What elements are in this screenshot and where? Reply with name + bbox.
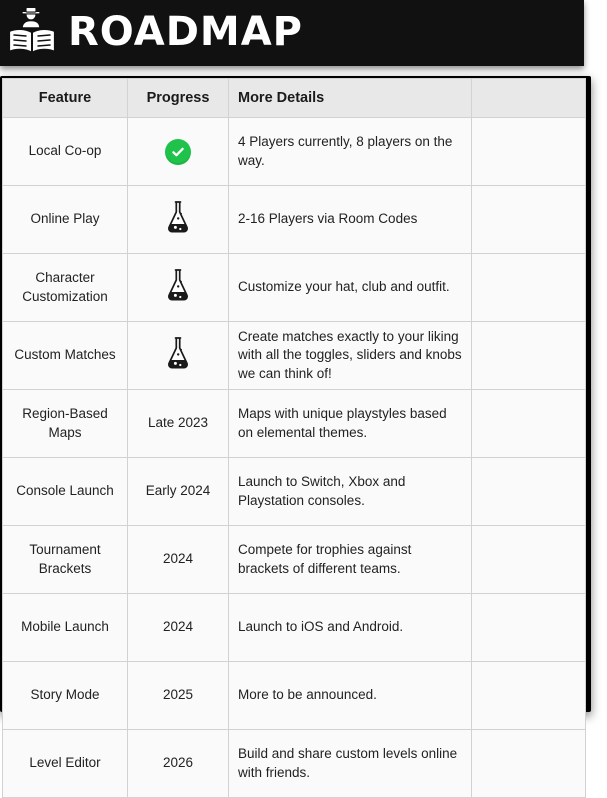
- table-row: [3, 254, 586, 322]
- cell-details: 4 Players currently, 8 players on the way.: [229, 118, 472, 186]
- cell-extra: [472, 458, 586, 526]
- cell-feature: Story Mode: [3, 662, 128, 730]
- table-row: [3, 118, 586, 186]
- table-row: [3, 594, 586, 662]
- column-header-extra: [472, 79, 586, 118]
- cell-details: Build and share custom levels online with friends.: [229, 730, 472, 798]
- cell-feature: Tournament Brackets: [3, 526, 128, 594]
- cell-progress: Late 2023: [128, 390, 229, 458]
- cell-details: Create matches exactly to your liking with all the toggles, sliders and knobs we can think of!: [229, 322, 472, 390]
- cell-feature: Region-Based Maps: [3, 390, 128, 458]
- cell-progress: [128, 254, 229, 322]
- page-title: ROADMAP: [68, 8, 303, 55]
- cell-details: Launch to iOS and Android.: [229, 594, 472, 662]
- table-row: [3, 662, 586, 730]
- roadmap-table: [2, 78, 586, 798]
- table-header-row: [3, 79, 586, 118]
- cell-extra: [472, 186, 586, 254]
- cell-progress: [128, 186, 229, 254]
- cell-details: More to be announced.: [229, 662, 472, 730]
- cell-extra: [472, 390, 586, 458]
- table-row: [3, 186, 586, 254]
- roadmap-book-icon: [6, 6, 60, 60]
- cell-feature: Mobile Launch: [3, 594, 128, 662]
- cell-feature: Character Customization: [3, 254, 128, 322]
- cell-feature: Custom Matches: [3, 322, 128, 390]
- roadmap-table-container: [2, 78, 585, 780]
- cell-progress: 2026: [128, 730, 229, 798]
- cell-details: Maps with unique playstyles based on elemental themes.: [229, 390, 472, 458]
- cell-details: 2-16 Players via Room Codes: [229, 186, 472, 254]
- table-row: [3, 526, 586, 594]
- cell-extra: [472, 526, 586, 594]
- cell-progress: 2024: [128, 526, 229, 594]
- cell-extra: [472, 322, 586, 390]
- header-banner: [0, 0, 584, 66]
- cell-extra: [472, 730, 586, 798]
- column-header-feature: Feature: [3, 79, 128, 118]
- column-header-details: More Details: [229, 79, 472, 118]
- cell-details: Compete for trophies against brackets of different teams.: [229, 526, 472, 594]
- flask-icon: [165, 268, 191, 307]
- flask-icon: [165, 336, 191, 375]
- roadmap-table-body: [3, 118, 586, 798]
- cell-feature: Level Editor: [3, 730, 128, 798]
- column-header-progress: Progress: [128, 79, 229, 118]
- cell-feature: Local Co-op: [3, 118, 128, 186]
- check-icon: [165, 139, 191, 165]
- cell-progress: Early 2024: [128, 458, 229, 526]
- cell-extra: [472, 118, 586, 186]
- table-row: [3, 322, 586, 390]
- cell-extra: [472, 662, 586, 730]
- cell-extra: [472, 254, 586, 322]
- table-row: [3, 458, 586, 526]
- cell-progress: 2024: [128, 594, 229, 662]
- cell-feature: Console Launch: [3, 458, 128, 526]
- cell-details: Customize your hat, club and outfit.: [229, 254, 472, 322]
- cell-extra: [472, 594, 586, 662]
- cell-progress: [128, 118, 229, 186]
- table-row: [3, 730, 586, 798]
- cell-progress: 2025: [128, 662, 229, 730]
- cell-progress: [128, 322, 229, 390]
- cell-details: Launch to Switch, Xbox and Playstation consoles.: [229, 458, 472, 526]
- cell-feature: Online Play: [3, 186, 128, 254]
- table-row: [3, 390, 586, 458]
- flask-icon: [165, 200, 191, 239]
